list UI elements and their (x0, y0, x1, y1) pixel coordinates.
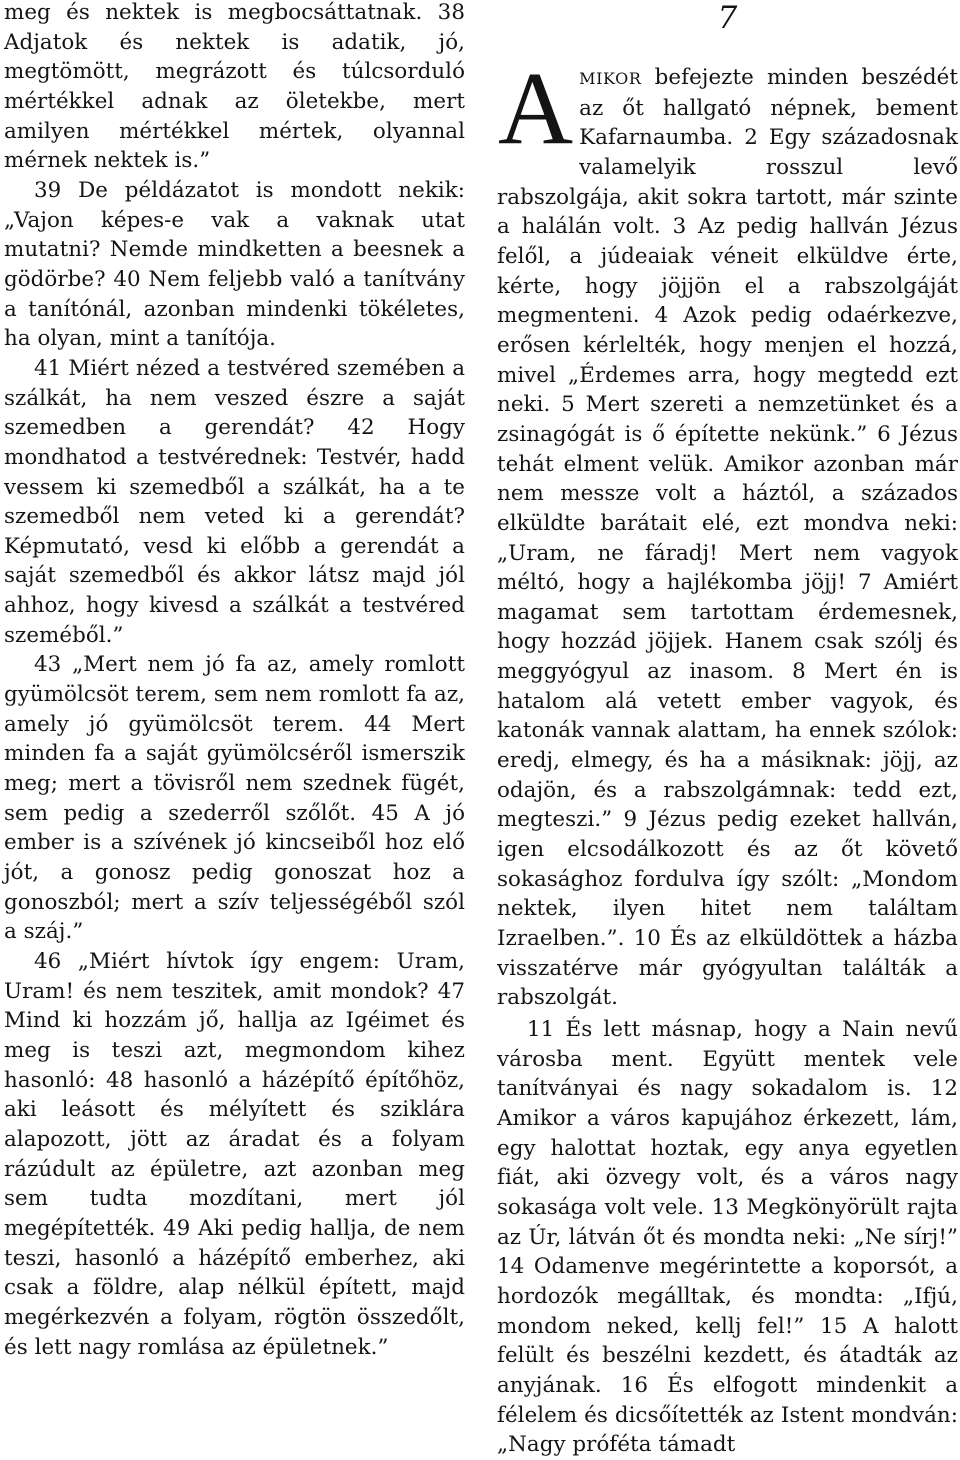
drop-cap: A (498, 51, 574, 166)
paragraph: 41 Miért nézed a testvéred szemében a szálkát, ha nem veszed észre a saját szemedben a gerendát? 42 Hogy mondhatod a testvérednek: Testvér, hadd vessem ki szemedből a szálkát, ha a te szemedből nem veted ki a gerendát? Képmutató, vesd ki előbb a gerendát a saját szemedből és akkor látsz majd jól ahhoz, hogy kivesd a szálkát a testvéred szeméből.” (4, 355, 465, 648)
paragraph: meg és nektek is megbocsáttatnak. 38 Adjatok és nektek is adatik, jó, megtömött, megrázott és túlcsorduló mértékkel adnak az öletekbe, mert amilyen mértékkel mértek, olyannal mérnek nektek is.” (4, 0, 465, 174)
paragraph: 46 „Miért hívtok így engem: Uram, Uram! és nem teszitek, amit mondok? 47 Mind ki hozzám jő, hallja az Igéimet és meg is teszi azt, megmondom kihez hasonló: 48 hasonló a házépítő építőhöz, aki leásott és mélyített és sziklára alapozott, jött az áradat és a folyam rázúdult az épületre, azt azonban meg sem tudta mozdítani, mert jól megépítették. 49 Aki pedig hallja, de nem teszi, hasonló a házépítő emberhez, aki csak a földre, alap nélkül épített, majd megérkezvén a folyam, rögtön összedőlt, és lett nagy romlása az épületnek.” (4, 949, 465, 1360)
chapter-opening-paragraph (497, 51, 958, 1013)
chapter-number: 7 (717, 0, 738, 36)
paragraph: 11 És lett másnap, hogy a Nain nevű városba ment. Együtt mentek vele tanítványai és nagy sokadalom is. 12 Amikor a város kapujához érkezett, lám, egy halottat hoztak, egy anya egyetlen fiát, aki özvegy volt, és a város nagy sokasága volt vele. 13 Megkönyörült rajta az Úr, látván őt és mondta neki: „Ne sírj!” 14 Odamenve megérintette a koporsót, a hordozók megálltak, és mondta: „Ifjú, mondom neked, kellj fel!” 15 A halott felült és beszélni kezdett, és átadták az anyjának. 16 És elfogott mindenkit a félelem és dicsőítették az Istent mondván: „Nagy próféta támadt (497, 1017, 958, 1458)
right-column (497, 0, 958, 1460)
opening-text: befejezte minden beszédét az őt hallgató népnek, bement Kafarnaumba. 2 Egy századosnak valamelyik rosszul levő rabszolgája, akit sokra tartott, már szinte a halálán volt. 3 Az pedig hallván Jézus felől, a júdeaiak véneit elküldve érte, kérte, hogy jöjjön el a rabszolgáját megmenteni. 4 Azok pedig odaérkezve, erősen kérlelték, hogy menjen el hozzá, mivel „Érdemes arra, hogy megtedd ezt neki. 5 Mert szereti a nemzetünket és a zsinagógát is ő építette nekünk.” 6 Jézus tehát elment velük. Amikor azonban már nem messze volt a háztól, a százados elküldte barátait elé, ezt mondva neki: „Uram, ne fáradj! Mert nem vagyok méltó, hogy a hajlékomba jöjj! 7 Amiért magamat sem tartottam érdemesnek, hogy hozzád jöjjek. Hanem csak szólj és meggyógyul az inasom. 8 Mert én is hatalom alá vetett ember vagyok, és katonák vannak alattam, ha ennek szólok: eredj, elmegy, és ha a másiknak: jöjj, az odajön, és a rabszolgámnak: tedd ezt, megteszi.” 9 Jézus pedig ezeket hallván, igen elcsodálkozott és az őt követő sokasághoz fordulva így szólt: „Mondom nektek, ilyen hitet nem találtam Izraelben.”. 10 És az elküldöttek a házba visszatérve már gyógyultan találták a rabszolgát. (497, 65, 958, 1011)
opening-small-caps: MIKOR (579, 69, 642, 88)
paragraph: 43 „Mert nem jó fa az, amely romlott gyümölcsöt terem, sem nem romlott fa az, amely jó gyümölcsöt terem. 44 Mert minden fa a saját gyümölcséről ismerszik meg; mert a tövisről nem szednek fügét, sem pedig a szederről szőlőt. 45 A jó ember is a szívének jó kincseiből hoz elő jót, a gonosz pedig gonoszat hoz a gonoszból; mert a szív teljességéből szól a száj.” (4, 652, 465, 945)
paragraph: 39 De példázatot is mondott nekik: „Vajon képes-e vak a vaknak utat mutatni? Nemde mindketten a beesnek a gödörbe? 40 Nem feljebb való a tanítvány a tanítónál, azonban mindenki tökéletes, ha olyan, mint a tanítója. (4, 177, 465, 352)
left-column (4, 0, 465, 1362)
